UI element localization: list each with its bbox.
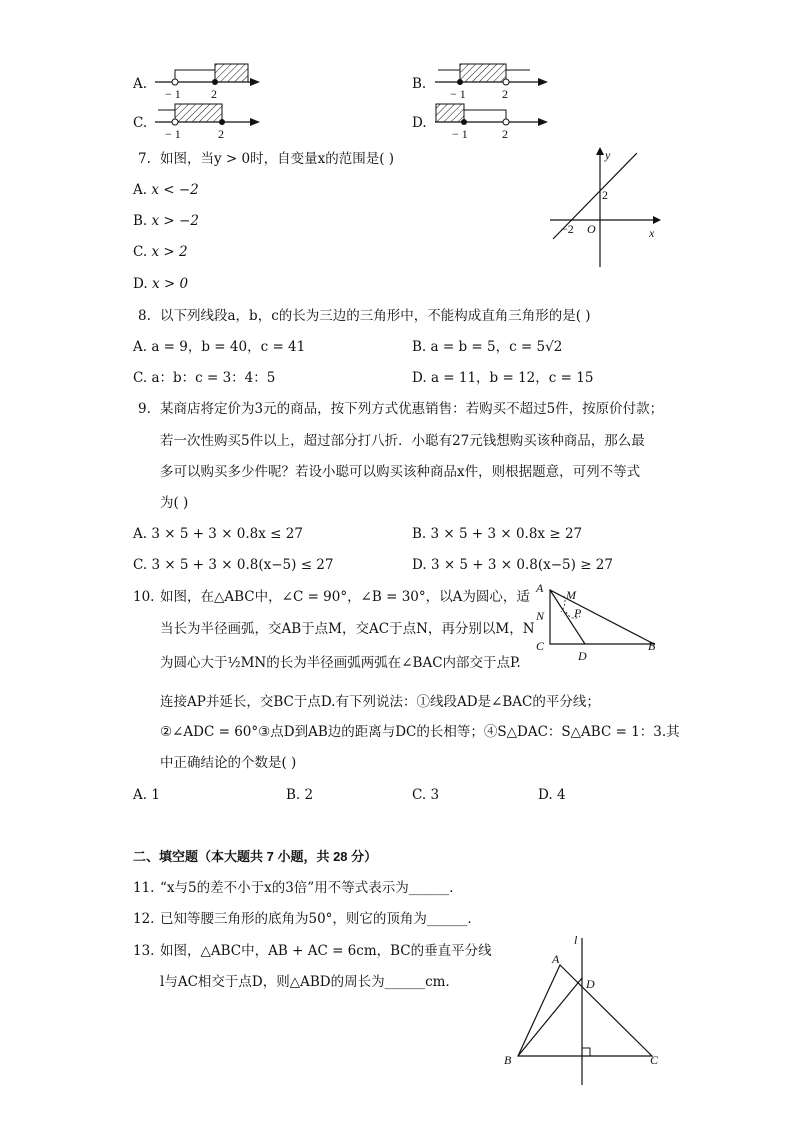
- q13-number: 13.: [133, 943, 155, 959]
- q10-line-1: 如图，在△ABC中，∠C = 90°，∠B = 30°，以A为圆心，适: [160, 589, 530, 605]
- q6-b-tick-neg1: − 1: [450, 87, 466, 101]
- q7-origin-label: O: [587, 222, 596, 236]
- q11-text: “x与5的差不小于x的3倍”用不等式表示为______．: [160, 880, 463, 896]
- q7-stem: 如图，当y > 0时，自变量x的范围是( ): [160, 151, 395, 167]
- q10-line-5: ②∠ADC = 60°③点D到AB边的距离与DC的长相等；④S△DAC：S△ABC = 1：3.其: [160, 724, 680, 740]
- q9-option-a[interactable]: [133, 525, 303, 543]
- q8-c-text: a：b：c = 3：4：5: [151, 370, 276, 386]
- q10-label-d: D: [578, 649, 587, 663]
- q7-a-text: x < −2: [151, 182, 199, 198]
- q7-d-text: x > 0: [151, 276, 189, 292]
- q6-d-tick-neg1: − 1: [452, 127, 468, 141]
- q7-option-c[interactable]: [133, 243, 188, 261]
- q7-y-label: y: [605, 148, 611, 162]
- q10-option-c[interactable]: [412, 786, 439, 804]
- q10-label-a: A: [536, 581, 544, 595]
- q8-number: 8.: [138, 308, 151, 324]
- q13-label-a: A: [552, 952, 560, 966]
- q7-y-intercept-label: 2: [602, 188, 608, 202]
- q10-option-d[interactable]: [538, 786, 566, 804]
- q13-line-2: l与AC相交于点D，则△ABD的周长为______cm．: [160, 974, 459, 990]
- q10-label-b: B: [648, 639, 656, 653]
- q8-stem: 以下列线段a，b，c的长为三边的三角形中，不能构成直角三角形的是( ): [160, 308, 591, 324]
- q10-number: 10.: [133, 589, 155, 605]
- q6-option-d-label[interactable]: D.: [412, 115, 427, 131]
- q9-a-text: 3 × 5 + 3 × 0.8x ≤ 27: [151, 526, 303, 542]
- q7-option-d[interactable]: [133, 275, 188, 293]
- q6-c-tick-neg1: − 1: [165, 127, 181, 141]
- q6-c-tick-2: 2: [218, 127, 224, 141]
- q9-line-4: 为( ): [160, 495, 189, 511]
- q7-number: 7.: [138, 151, 151, 167]
- q7-option-b[interactable]: [133, 212, 199, 230]
- q10-line-6: 中正确结论的个数是( ): [160, 755, 297, 771]
- q7-b-text: x > −2: [151, 213, 199, 229]
- q13-label-c: C: [650, 1053, 659, 1067]
- q10-label-c: C: [536, 639, 545, 653]
- q10-d-label: D.: [538, 787, 553, 803]
- q6-option-b-label[interactable]: B.: [412, 76, 427, 92]
- q13-label-d: D: [586, 977, 595, 991]
- q9-c-label: C.: [133, 557, 148, 573]
- q10-a-label: A.: [133, 787, 148, 803]
- q6-a-tick-neg1: − 1: [165, 87, 181, 101]
- q10-label-p: P: [574, 606, 582, 620]
- q10-b-label: B.: [286, 787, 301, 803]
- q8-b-label: B.: [412, 339, 427, 355]
- q8-d-label: D.: [412, 370, 427, 386]
- q10-b-text: 2: [304, 787, 314, 803]
- q9-number: 9.: [138, 401, 151, 417]
- q9-option-d[interactable]: [412, 556, 613, 574]
- q10-label-n: N: [536, 609, 545, 623]
- q7-x-label: x: [649, 226, 655, 240]
- q7-c-text: x > 2: [151, 244, 188, 260]
- q8-option-b[interactable]: [412, 338, 562, 356]
- q10-triangle-figure: [530, 582, 665, 662]
- q10-label-m: M: [566, 588, 576, 602]
- q8-d-text: a = 11，b = 12，c = 15: [430, 370, 594, 386]
- q6-option-a-label[interactable]: A.: [133, 76, 148, 92]
- q8-option-a[interactable]: [133, 338, 305, 356]
- q6-d-tick-2: 2: [502, 127, 508, 141]
- q8-a-label: A.: [133, 339, 148, 355]
- q10-d-text: 4: [556, 787, 566, 803]
- q7-b-label: B.: [133, 213, 148, 229]
- q10-line-2: 当长为半径画弧，交AB于点M，交AC于点N，再分别以M，N: [160, 621, 535, 637]
- q8-option-c[interactable]: [133, 369, 275, 387]
- q8-c-label: C.: [133, 370, 148, 386]
- q6-option-c-number-line: [150, 100, 270, 140]
- q7-c-label: C.: [133, 244, 148, 260]
- q9-line-2: 若一次性购买5件以上，超过部分打八折．小聪有27元钱想购买该种商品，那么最: [160, 433, 645, 449]
- q10-c-label: C.: [412, 787, 427, 803]
- q11-number: 11.: [133, 880, 155, 896]
- section-2-heading: 二、填空题（本大题共 7 小题，共 28 分）: [133, 849, 378, 864]
- q10-line-3: 为圆心大于½MN的长为半径画弧两弧在∠BAC内部交于点P.: [160, 655, 521, 671]
- q8-a-text: a = 9，b = 40，c = 41: [151, 339, 306, 355]
- q7-linear-graph: [545, 145, 665, 270]
- q13-triangle-figure: [500, 930, 675, 1090]
- q7-a-label: A.: [133, 182, 148, 198]
- q6-option-d-number-line: [430, 100, 550, 140]
- q9-option-c[interactable]: [133, 556, 333, 574]
- q8-b-text: a = b = 5，c = 5√2: [430, 339, 563, 355]
- q9-d-text: 3 × 5 + 3 × 0.8(x−5) ≥ 27: [430, 557, 613, 573]
- q9-b-text: 3 × 5 + 3 × 0.8x ≥ 27: [430, 526, 583, 542]
- q12-text: 已知等腰三角形的底角为50°，则它的顶角为______．: [160, 911, 481, 927]
- q9-a-label: A.: [133, 526, 148, 542]
- q9-c-text: 3 × 5 + 3 × 0.8(x−5) ≤ 27: [151, 557, 334, 573]
- q8-option-d[interactable]: [412, 369, 593, 387]
- q12-number: 12.: [133, 911, 155, 927]
- q10-option-b[interactable]: [286, 786, 313, 804]
- q7-d-label: D.: [133, 276, 148, 292]
- q6-a-tick-2: 2: [211, 87, 217, 101]
- q13-label-b: B: [504, 1053, 512, 1067]
- q6-option-b-number-line: [430, 60, 550, 100]
- q10-c-text: 3: [430, 787, 440, 803]
- q10-line-4: 连接AP并延长，交BC于点D.有下列说法：①线段AD是∠BAC的平分线；: [160, 694, 600, 710]
- q9-option-b[interactable]: [412, 525, 582, 543]
- q9-line-1: 某商店将定价为3元的商品，按下列方式优惠销售：若购买不超过5件，按原价付款；: [160, 401, 664, 417]
- q7-option-a[interactable]: [133, 181, 199, 199]
- q9-line-3: 多可以购买多少件呢？若设小聪可以购买该种商品x件，则根据题意，可列不等式: [160, 464, 641, 480]
- q10-a-text: 1: [151, 787, 160, 803]
- q13-label-l: l: [574, 933, 578, 947]
- q9-d-label: D.: [412, 557, 427, 573]
- q7-x-intercept-label: −2: [561, 222, 574, 236]
- q13-line-1: 如图，△ABC中，AB + AC = 6cm，BC的垂直平分线: [160, 943, 492, 959]
- q10-option-a[interactable]: [133, 786, 160, 804]
- q6-b-tick-2: 2: [502, 87, 508, 101]
- q6-option-c-label[interactable]: C.: [133, 115, 148, 131]
- q9-b-label: B.: [412, 526, 427, 542]
- q6-option-a-number-line: [150, 60, 260, 100]
